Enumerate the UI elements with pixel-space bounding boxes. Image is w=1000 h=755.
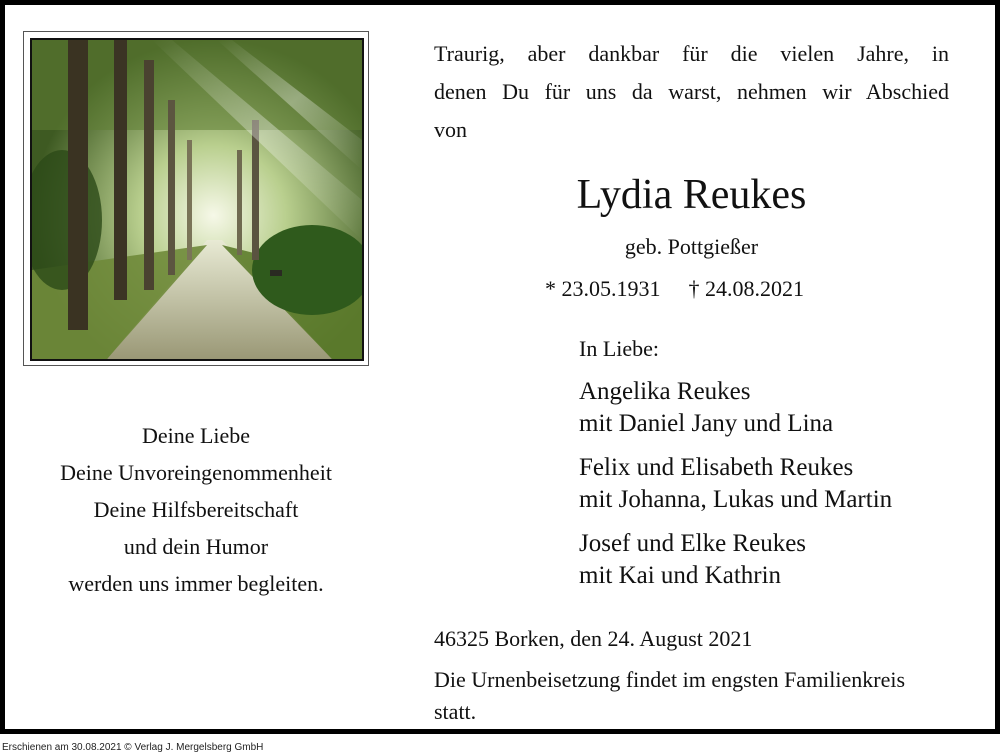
publication-footer: Erschienen am 30.08.2021 © Verlag J. Mergelsberg GmbH — [2, 742, 264, 753]
mourner-group — [579, 452, 892, 516]
burial-line: statt. — [434, 699, 477, 724]
mourners-list — [579, 376, 892, 604]
intro-line: Traurig, aber dankbar für die vielen Jahre, in — [434, 41, 949, 66]
tree-path-photo — [30, 38, 364, 361]
maiden-name: geb. Pottgießer — [624, 234, 759, 259]
quote-line: Deine Liebe — [141, 423, 251, 448]
mourner-line: Angelika Reukes — [579, 378, 751, 405]
mourner-line: mit Kai und Kathrin — [579, 562, 782, 589]
mourner-line: mit Daniel Jany und Lina — [579, 410, 834, 437]
intro-text — [434, 35, 949, 149]
mourner-line: mit Johanna, Lukas und Martin — [579, 486, 893, 513]
mourner-group — [579, 376, 892, 440]
mourner-line: Felix und Elisabeth Reukes — [579, 454, 854, 481]
life-dates — [545, 273, 804, 305]
quote-line: und dein Humor — [123, 534, 269, 559]
intro-line: von — [434, 117, 467, 142]
burial-note — [434, 664, 974, 728]
obituary-card — [5, 5, 995, 729]
burial-line: Die Urnenbeisetzung findet im engsten Familienkreis — [434, 667, 906, 692]
deceased-name: Lydia Reukes — [576, 172, 807, 218]
birth-date: * 23.05.1931 — [545, 276, 661, 301]
quote-line: Deine Hilfsbereitschaft — [93, 497, 299, 522]
place-date: 46325 Borken, den 24. August 2021 — [434, 626, 753, 651]
quote-line: Deine Unvoreingenommenheit — [60, 460, 332, 485]
mourners-heading: In Liebe: — [579, 336, 660, 361]
intro-line: denen Du für uns da warst, nehmen wir Abschied — [434, 79, 949, 104]
mourner-line: Josef und Elke Reukes — [579, 530, 807, 557]
photo-frame — [23, 31, 369, 366]
memorial-quote — [15, 417, 377, 602]
mourner-group — [579, 528, 892, 592]
death-date: † 24.08.2021 — [688, 276, 804, 301]
quote-line: werden uns immer begleiten. — [68, 571, 324, 596]
